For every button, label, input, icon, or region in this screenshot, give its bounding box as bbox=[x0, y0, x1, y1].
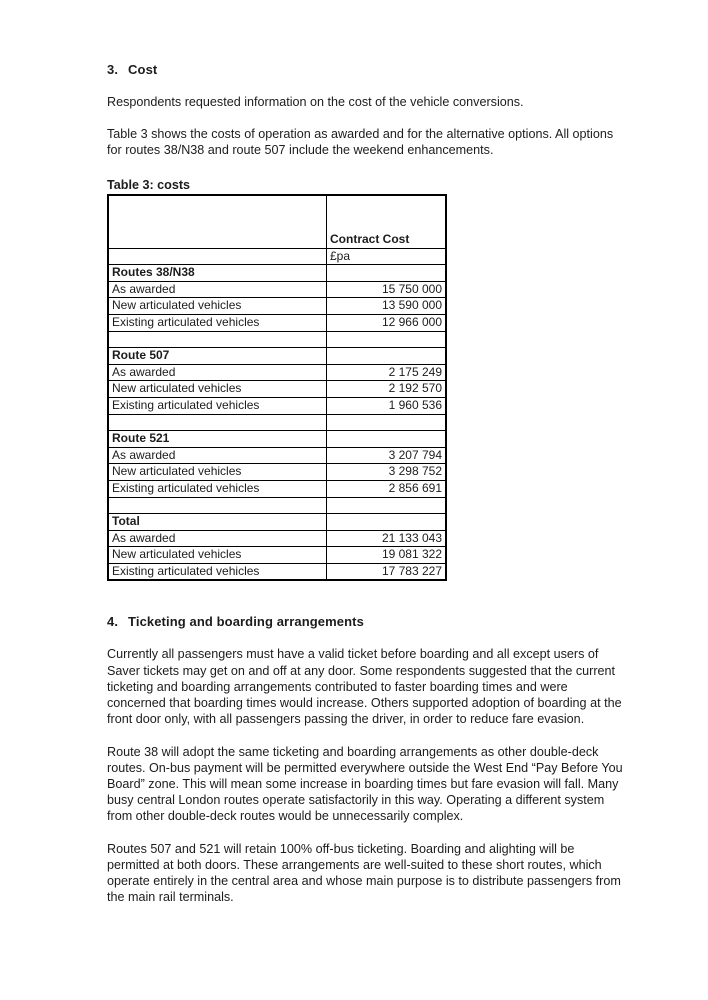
cost-table bbox=[107, 194, 447, 582]
header-empty-cell bbox=[108, 195, 327, 249]
row-label-cell: New articulated vehicles bbox=[108, 547, 327, 564]
spacer-cell bbox=[108, 497, 327, 514]
row-label-cell: As awarded bbox=[108, 364, 327, 381]
row-label-cell: Existing articulated vehicles bbox=[108, 314, 327, 331]
table-row bbox=[108, 563, 446, 580]
row-value-cell: 19 081 322 bbox=[327, 547, 447, 564]
row-value-cell: 21 133 043 bbox=[327, 530, 447, 547]
table-row bbox=[108, 314, 446, 331]
table-spacer-row bbox=[108, 331, 446, 348]
table-row bbox=[108, 281, 446, 298]
row-label-cell: As awarded bbox=[108, 530, 327, 547]
table-group-row bbox=[108, 348, 446, 365]
table-row bbox=[108, 547, 446, 564]
table-unit-row bbox=[108, 248, 446, 265]
section-4-paragraph-3: Routes 507 and 521 will retain 100% off-bus ticketing. Boarding and alighting will be permitted at both doors. These arrangements are well-suited to these short routes, which operate entirely in the central area and whose main purpose is to distribute passengers from the main rail terminals. bbox=[107, 841, 621, 905]
table-group-row bbox=[108, 514, 446, 531]
spacer-cell bbox=[327, 414, 447, 431]
row-value-cell: 2 856 691 bbox=[327, 480, 447, 497]
unit-empty-cell bbox=[108, 248, 327, 265]
table-row bbox=[108, 381, 446, 398]
group-empty-cell bbox=[327, 514, 447, 531]
table-row bbox=[108, 397, 446, 414]
row-value-cell: 2 192 570 bbox=[327, 381, 447, 398]
table-caption: Table 3: costs bbox=[107, 177, 191, 192]
group-label-cell: Route 521 bbox=[108, 431, 327, 448]
table-group-row bbox=[108, 265, 446, 282]
table-row bbox=[108, 530, 446, 547]
section-3-paragraph-1: Respondents requested information on the cost of the vehicle conversions. bbox=[107, 95, 524, 109]
spacer-cell bbox=[327, 331, 447, 348]
row-label-cell: As awarded bbox=[108, 447, 327, 464]
group-label-cell: Routes 38/N38 bbox=[108, 265, 327, 282]
row-value-cell: 15 750 000 bbox=[327, 281, 447, 298]
header-contract-cost-cell: Contract Cost bbox=[327, 195, 447, 249]
group-empty-cell bbox=[327, 265, 447, 282]
row-value-cell: 17 783 227 bbox=[327, 563, 447, 580]
row-value-cell: 3 298 752 bbox=[327, 464, 447, 481]
row-label-cell: Existing articulated vehicles bbox=[108, 397, 327, 414]
table-header-row bbox=[108, 195, 446, 249]
table-row bbox=[108, 480, 446, 497]
section-3-number: 3. bbox=[107, 62, 119, 77]
group-empty-cell bbox=[327, 348, 447, 365]
group-label-cell: Route 507 bbox=[108, 348, 327, 365]
table-spacer-row bbox=[108, 497, 446, 514]
section-4-paragraph-2: Route 38 will adopt the same ticketing and boarding arrangements as other double-deck routes. On-bus payment will be permitted everywhere outside the West End “Pay Before You Board” zone. This will mean some increase in boarding times but fare evasion will fall. Many busy central London routes operate satisfactorily in this way. Operating a different system from other double-deck routes would be unnecessarily complex. bbox=[107, 744, 623, 824]
row-label-cell: New articulated vehicles bbox=[108, 381, 327, 398]
row-label-cell: New articulated vehicles bbox=[108, 298, 327, 315]
unit-cell: £pa bbox=[327, 248, 447, 265]
table-group-row bbox=[108, 431, 446, 448]
group-empty-cell bbox=[327, 431, 447, 448]
section-4-number: 4. bbox=[107, 614, 119, 630]
section-3-paragraph-2: Table 3 shows the costs of operation as awarded and for the alternative options. All options for routes 38/N38 and route 507 include the weekend enhancements. bbox=[107, 127, 614, 158]
spacer-cell bbox=[108, 331, 327, 348]
row-label-cell: New articulated vehicles bbox=[108, 464, 327, 481]
spacer-cell bbox=[327, 497, 447, 514]
table-row bbox=[108, 447, 446, 464]
spacer-cell bbox=[108, 414, 327, 431]
table-row bbox=[108, 464, 446, 481]
row-label-cell: Existing articulated vehicles bbox=[108, 480, 327, 497]
section-4-title: Ticketing and boarding arrangements bbox=[128, 614, 364, 630]
section-4-heading bbox=[107, 614, 627, 629]
group-label-cell: Total bbox=[108, 514, 327, 531]
section-3-title: Cost bbox=[128, 62, 158, 77]
section-4-paragraph-1: Currently all passengers must have a valid ticket before boarding and all except users of Saver tickets may get on and off at any door. Some respondents suggested that the current ticketing and boarding arrangements contributed to faster boarding times and were concerned that boarding times would increase. Others supported adoption of boarding at the front door only, with all passengers passing the driver, in order to reduce fare evasion. bbox=[107, 647, 622, 727]
row-value-cell: 2 175 249 bbox=[327, 364, 447, 381]
table-spacer-row bbox=[108, 414, 446, 431]
row-label-cell: Existing articulated vehicles bbox=[108, 563, 327, 580]
row-label-cell: As awarded bbox=[108, 281, 327, 298]
row-value-cell: 1 960 536 bbox=[327, 397, 447, 414]
row-value-cell: 3 207 794 bbox=[327, 447, 447, 464]
row-value-cell: 13 590 000 bbox=[327, 298, 447, 315]
table-row bbox=[108, 364, 446, 381]
section-3-heading bbox=[107, 62, 627, 77]
table-row bbox=[108, 298, 446, 315]
row-value-cell: 12 966 000 bbox=[327, 314, 447, 331]
